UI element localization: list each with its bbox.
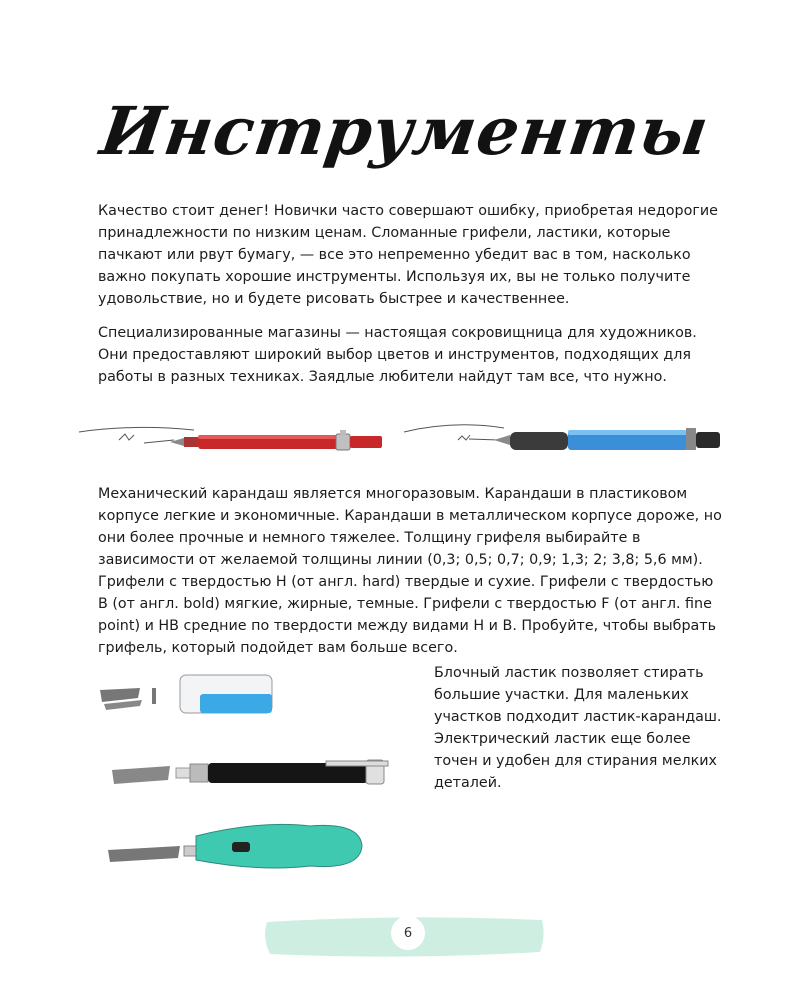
erasers-paragraph: Блочный ластик позволяет стирать большие участки. Для маленьких участков подходит ластик-карандаш. Электрический ластик еще более точен и удобен для стирания мелких деталей. bbox=[434, 665, 722, 791]
page-number-label: 6 bbox=[403, 925, 413, 941]
pencil-paragraph: Механический карандаш является многоразовым. Карандаши в пластиковом корпусе легкие и экономичные. Карандаши в металлическом корпусе дороже, но они более прочные и немного тяжелее. Толщину грифеля выбирайте в зависимости от желаемой толщины линии (0,3; 0,5; 0,7; 0,9; 1,3; 2; 3,8; 5,6 мм). Грифели с твердостью H (от англ. hard) твердые и сухие. Грифели с твердостью B (от англ. bold) мягкие, жирные, темные. Грифели с твердостью F (от англ. fine point) и HB средние по твердости между видами H и B. Пробуйте, чтобы выбрать грифель, который подойдет вам больше всего. bbox=[98, 486, 722, 656]
page-number bbox=[391, 916, 425, 950]
electric-eraser bbox=[108, 824, 362, 868]
pencil-eraser bbox=[112, 760, 388, 784]
shops-paragraph: Специализированные магазины — настоящая сокровищница для художников. Они предоставляют широкий выбор цветов и инструментов, подходящих для работы в разных техниках. Заядлые любители найдут там все, что нужно. bbox=[98, 325, 697, 385]
blue-mechanical-pencil bbox=[494, 428, 720, 450]
intro-paragraph: Качество стоит денег! Новички часто совершают ошибку, приобретая недорогие принадлежности по низким ценам. Сломанные грифели, ластики, которые пачкают или рвут бумагу, — все это непременно убедит вас в том, насколько важно покупать хорошие инструменты. Используя их, вы не только получите удовольствие, но и будете рисовать быстрее и качественнее. bbox=[98, 203, 718, 307]
erasers-illustration bbox=[90, 660, 390, 890]
red-mechanical-pencil bbox=[170, 430, 382, 450]
page-title: Инструменты bbox=[96, 92, 714, 170]
mechanical-pencils-illustration bbox=[74, 410, 734, 470]
block-eraser bbox=[100, 675, 272, 713]
